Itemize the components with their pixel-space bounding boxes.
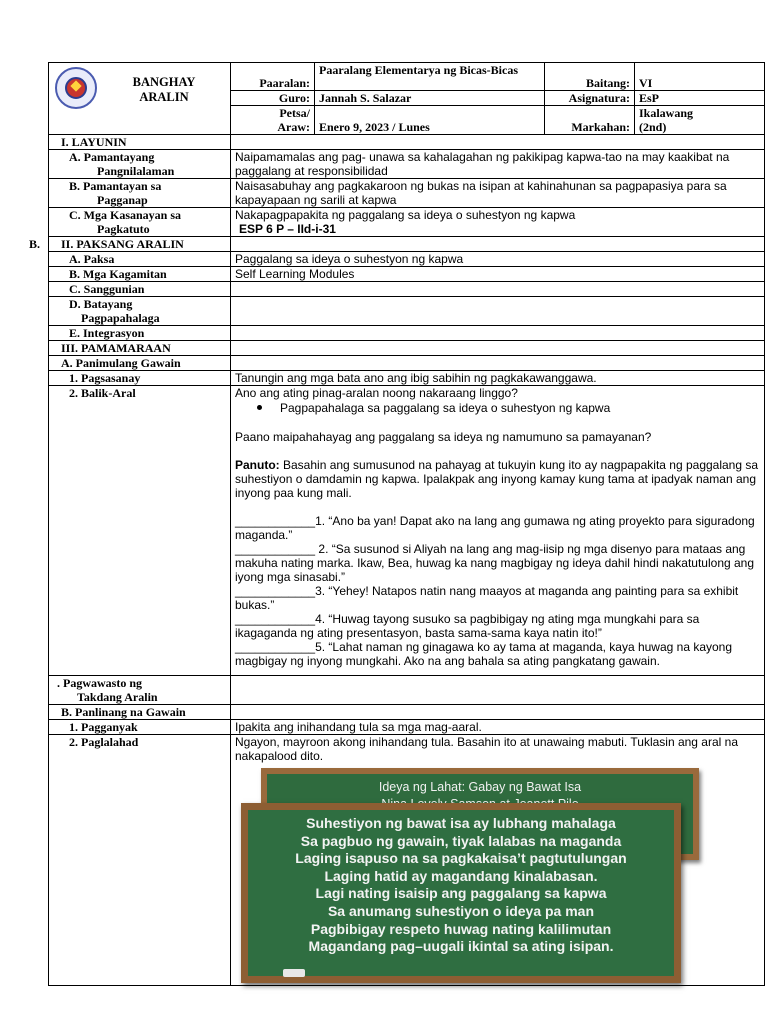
- chalk-eraser-icon: [283, 969, 305, 977]
- pagsasanay-text: Tanungin ang mga bata ano ang ibig sabihin ng pagkakawanggawa.: [231, 371, 765, 386]
- pagwawasto-value: [231, 676, 765, 705]
- lesson-plan-table: [29, 62, 765, 986]
- pamantayang-pangnilalaman-text: Naipamamalas ang pag- unawa sa kahalagahan ng pakikipag kapwa-tao na may kaakibat na paggalang at responsibilidad: [231, 150, 765, 179]
- poem-text-board: [241, 803, 681, 983]
- balik-aral-bullet: Pagpapahalaga sa paggalang sa ideya o suhestyon ng kapwa: [235, 401, 760, 415]
- batayang-value: [231, 297, 765, 326]
- panimulang-gawain-heading: A. Panimulang Gawain: [49, 356, 231, 371]
- panlinang-gawain-heading: B. Panlinang na Gawain: [49, 705, 231, 720]
- section-b-marker: B.: [29, 237, 41, 251]
- pagganyak-text: Ipakita ang inihandang tula sa mga mag-aaral.: [231, 720, 765, 735]
- asignatura-label: Asignatura:: [545, 91, 635, 106]
- pagwawasto-label: . Pagwawasto ng Takdang Aralin: [49, 676, 231, 705]
- poem-line: Laging hatid ay magandang kinalabasan.: [324, 867, 598, 884]
- guro-value: Jannah S. Salazar: [315, 91, 545, 106]
- guro-label: Guro:: [231, 91, 315, 106]
- lesson-plan: [29, 62, 764, 1010]
- paksa-value: Paggalang sa ideya o suhestyon ng kapwa: [231, 252, 765, 267]
- balik-aral-question-2: Paano maipahahayag ang paggalang sa ideya ng namumuno sa pamayanan?: [235, 430, 652, 444]
- paaralan-label: Paaralan:: [231, 63, 315, 91]
- pamamaraan-blank: [231, 341, 765, 356]
- layunin-blank: [231, 135, 765, 150]
- paglalahad-content: [231, 735, 765, 986]
- kasanayan-text: Nakapagpapakita ng paggalang sa ideya o suhestyon ng kapwa ESP 6 P – IId-i-31: [231, 208, 765, 237]
- paksa-label: A. Paksa: [49, 252, 231, 267]
- poem-line: Laging isapuso na sa pagkakaisa’t pagtutulungan: [295, 850, 627, 867]
- petsa-value: Enero 9, 2023 / Lunes: [315, 106, 545, 135]
- poem-line: Sa pagbuo ng gawain, tiyak lalabas na maganda: [300, 832, 622, 849]
- bullet-icon: [257, 405, 262, 410]
- paglalahad-label: 2. Paglalahad: [49, 735, 231, 986]
- kasanayan-label: C. Mga Kasanayan sa Pagkatuto: [49, 208, 231, 237]
- poem-title: Ideya ng Lahat: Gabay ng Bawat Isa: [378, 780, 582, 794]
- batayang-label: D. Batayang Pagpapahalaga: [49, 297, 231, 326]
- pamantayan-pagganap-label: B. Pamantayan sa Pagganap: [49, 179, 231, 208]
- paaralan-value: Paaralang Elementarya ng Bicas-Bicas: [315, 63, 545, 91]
- paglalahad-text: Ngayon, mayroon akong inihandang tula. Basahin ito at unawaing mabuti. Tuklasin ang aral na nakapalood dito.: [235, 735, 738, 763]
- poem-chalkboard-image: [235, 763, 760, 985]
- exercise-item-2: ____________ 2. “Sa susunod si Aliyah na lang ang mag-iisip ng mga disenyo para mataas ang makuha nating marka. Ikaw, Bea, huwag ka nang magbigay ng ideya dahil hindi nakatutulong ang iyong mga sinasabi.”: [235, 542, 755, 584]
- panimulang-blank: [231, 356, 765, 371]
- integrasyon-value: [231, 326, 765, 341]
- paksang-blank: [231, 237, 765, 252]
- poem-line: Lagi nating isaisip ang paggalang sa kapwa: [315, 885, 607, 902]
- pamamaraan-heading: III. PAMAMARAAN: [49, 341, 231, 356]
- document-title: BANGHAY ARALIN: [132, 75, 196, 104]
- markahan-label: Markahan:: [545, 106, 635, 135]
- pagsasanay-label: 1. Pagsasanay: [49, 371, 231, 386]
- markahan-value: Ikalawang (2nd): [635, 106, 765, 135]
- layunin-heading: I. LAYUNIN: [49, 135, 231, 150]
- exercise-item-5: ____________5. “Lahat naman ng ginagawa ko ay tama at maganda, kaya huwag na kayong magbigay ng inyong mungkahi. Ako na ang bahala sa ating pangkatang gawain.: [235, 640, 733, 668]
- deped-seal-icon: [55, 67, 97, 109]
- poem-line: Suhestiyon ng bawat isa ay lubhang mahalaga: [306, 815, 616, 831]
- sanggunian-value: [231, 282, 765, 297]
- exercise-item-3: ____________3. “Yehey! Natapos natin nang maayos at maganda ang painting para sa exhibit bukas.”: [235, 584, 739, 612]
- balik-aral-label: 2. Balik-Aral: [49, 386, 231, 676]
- pamantayan-pagganap-text: Naisasabuhay ang pagkakaroon ng bukas na isipan at kahinahunan sa pagpapasiya para sa kapayapaan ng sarili at kapwa: [231, 179, 765, 208]
- pagganyak-label: 1. Pagganyak: [49, 720, 231, 735]
- balik-aral-content: [231, 386, 765, 676]
- exercise-item-1: ____________1. “Ano ba yan! Dapat ako na lang ang gumawa ng ating proyekto para siguradong maganda.”: [235, 514, 755, 542]
- competency-code: ESP 6 P – IId-i-31: [239, 222, 336, 236]
- kagamitan-label: B. Mga Kagamitan: [49, 267, 231, 282]
- exercise-item-4: ____________4. “Huwag tayong susuko sa pagbibigay ng ating mga mungkahi para sa ikagaganda ng ating presentasyon, basta sama-sama kaya natin ito!”: [235, 612, 700, 640]
- poem-line: Pagbibigay respeto huwag nating kalilimutan: [310, 920, 612, 937]
- poem-line: Sa anumang suhestiyon o ideya pa man: [327, 902, 595, 919]
- balik-aral-question: Ano ang ating pinag-aralan noong nakaraang linggo?: [235, 386, 518, 400]
- panuto: Panuto: Basahin ang sumusunod na pahayag at tukuyin kung ito ay nagpapakita ng paggalang sa suhestiyon o damdamin ng kapwa. Ipalakpak ang inyong kamay kung tama at ipadyak naman ang inyong paa kung mali.: [235, 458, 759, 500]
- header-title-cell: [49, 63, 231, 135]
- pamantayang-pangnilalaman-label: A. Pamantayang Pangnilalaman: [49, 150, 231, 179]
- baitang-label: Baitang:: [545, 63, 635, 91]
- asignatura-value: EsP: [635, 91, 765, 106]
- paksang-aralin-heading: B. II. PAKSANG ARALIN: [49, 237, 231, 252]
- baitang-value: VI: [635, 63, 765, 91]
- poem-line: Magandang pag–uugali ikintal sa ating isipan.: [308, 938, 614, 955]
- sanggunian-label: C. Sanggunian: [49, 282, 231, 297]
- kagamitan-value: Self Learning Modules: [231, 267, 765, 282]
- petsa-label: Petsa/ Araw:: [231, 106, 315, 135]
- integrasyon-label: E. Integrasyon: [49, 326, 231, 341]
- panlinang-blank: [231, 705, 765, 720]
